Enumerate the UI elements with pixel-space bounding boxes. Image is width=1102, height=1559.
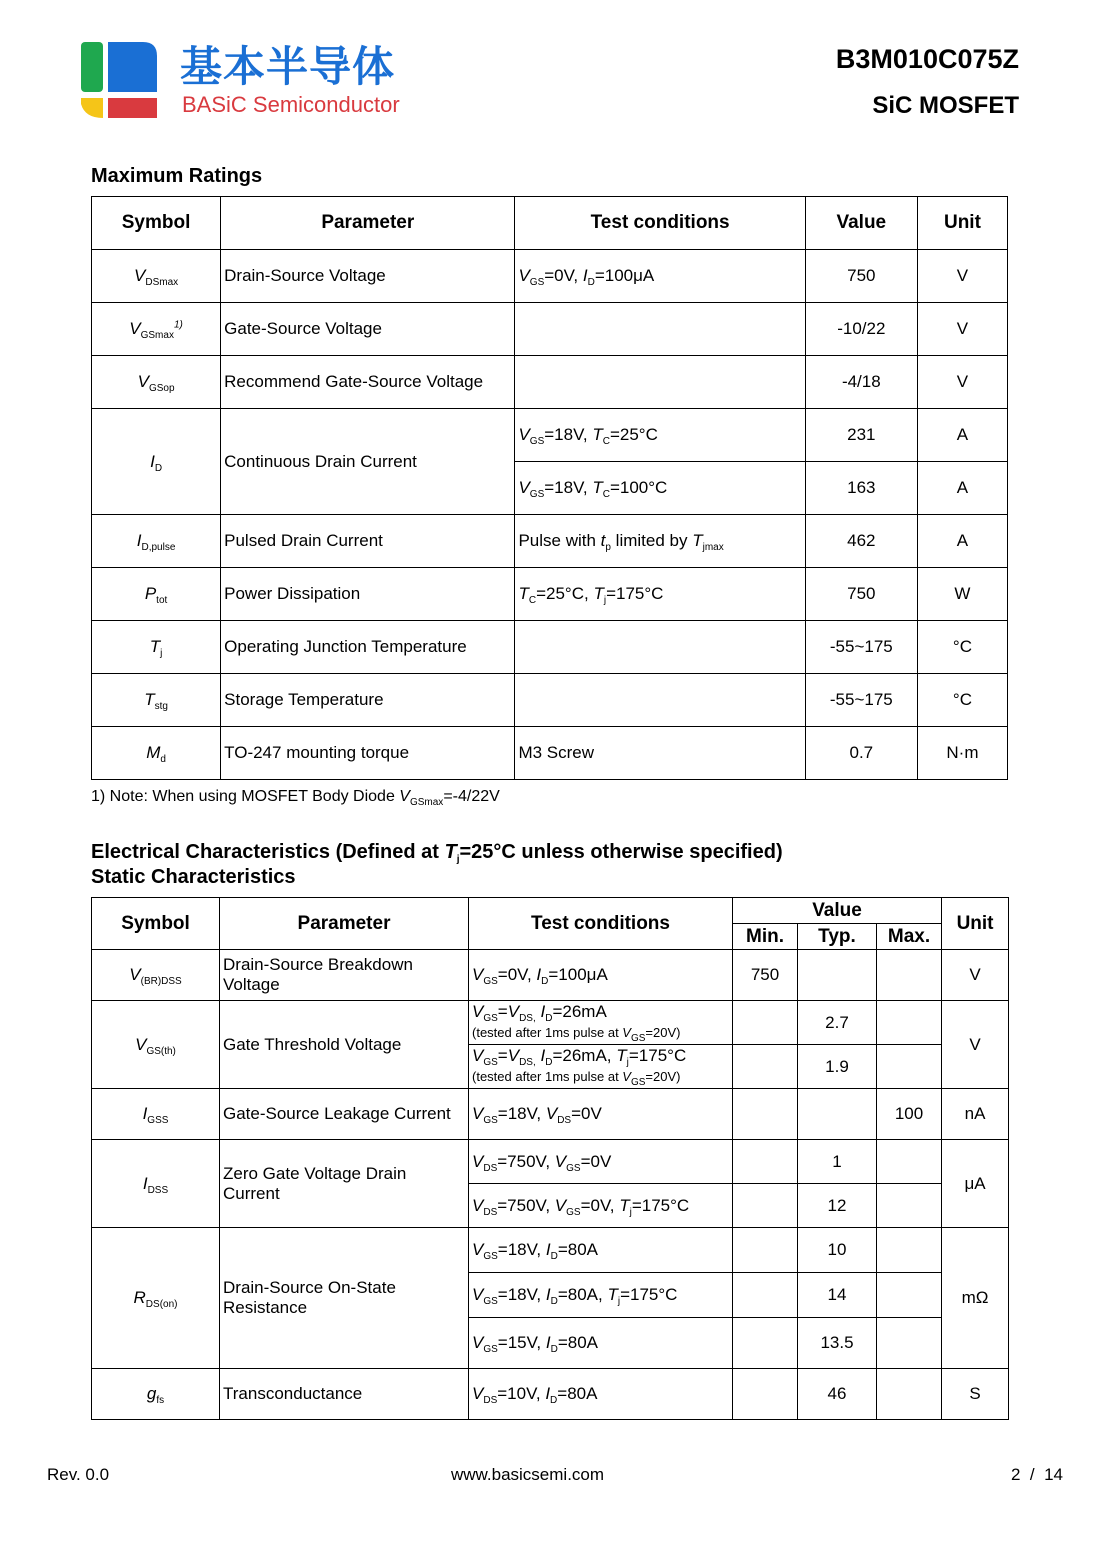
unit-cell: N·m <box>917 727 1007 780</box>
unit-cell: nA <box>942 1089 1009 1140</box>
max-cell <box>877 1369 942 1420</box>
test-cell: Pulse with $t_p$ limited by $T_{jmax}$ <box>515 515 805 568</box>
header-value: Value <box>733 898 942 924</box>
test-cell: $V_{GS}=V_{DS,}$ $I_D=26mA$, $T_j=175^\circ C$ (tested after 1ms pulse at $V_{GS}=20V$) <box>469 1045 733 1089</box>
min-cell <box>733 1184 798 1228</box>
parameter-cell: Continuous Drain Current <box>221 409 515 515</box>
header-unit: Unit <box>942 898 1009 950</box>
unit-cell: V <box>942 950 1009 1001</box>
max-cell <box>877 1184 942 1228</box>
parameter-cell: Drain-Source Voltage <box>221 250 515 303</box>
typ-cell <box>798 950 877 1001</box>
min-cell <box>733 1228 798 1273</box>
test-cell: $V_{GS}=15V$, $I_D=80A$ <box>469 1318 733 1369</box>
symbol-cell: $V_{GSop}$ <box>92 356 221 409</box>
test-cell: $V_{GS}=18V$, $V_{DS}=0V$ <box>469 1089 733 1140</box>
typ-cell: 12 <box>798 1184 877 1228</box>
unit-cell: V <box>917 303 1007 356</box>
parameter-cell: Zero Gate Voltage Drain Current <box>220 1140 469 1228</box>
min-cell <box>733 1089 798 1140</box>
min-cell <box>733 1273 798 1318</box>
max-ratings-table <box>91 196 1008 780</box>
symbol-cell: $I_D$ <box>92 409 221 515</box>
company-name-en: BASiC Semiconductor <box>182 92 400 117</box>
test-cell: M3 Screw <box>515 727 805 780</box>
parameter-cell: Pulsed Drain Current <box>221 515 515 568</box>
max-cell <box>877 1273 942 1318</box>
min-cell: 750 <box>733 950 798 1001</box>
symbol-cell: $V_{GSmax}^{1)}$ <box>92 303 221 356</box>
static-characteristics-table <box>91 897 1009 1420</box>
parameter-cell: Transconductance <box>220 1369 469 1420</box>
test-cell: $V_{DS}=10V$, $I_D=80A$ <box>469 1369 733 1420</box>
parameter-cell: Power Dissipation <box>221 568 515 621</box>
parameter-cell: Gate-Source Leakage Current <box>220 1089 469 1140</box>
table-row <box>92 1228 1009 1273</box>
header-parameter: Parameter <box>220 898 469 950</box>
unit-cell: V <box>942 1001 1009 1089</box>
min-cell <box>733 1001 798 1045</box>
test-cell: $V_{GS}=18V$, $T_C=25^\circ C$ <box>515 409 805 462</box>
company-logo-icon <box>81 42 161 118</box>
test-cell <box>515 303 805 356</box>
test-cell <box>515 674 805 727</box>
symbol-cell: $V_{GS(th)}$ <box>92 1001 220 1089</box>
unit-cell: W <box>917 568 1007 621</box>
test-cell: $V_{GS}=0V$, $I_D=100\mu A$ <box>469 950 733 1001</box>
value-cell: 750 <box>805 250 917 303</box>
table-row <box>92 674 1008 727</box>
table-row <box>92 568 1008 621</box>
header-max: Max. <box>877 924 942 950</box>
table-header-row <box>92 197 1008 250</box>
header-value: Value <box>805 197 917 250</box>
symbol-cell: $P_{tot}$ <box>92 568 221 621</box>
unit-cell: A <box>917 462 1007 515</box>
typ-cell <box>798 1089 877 1140</box>
unit-cell: A <box>917 515 1007 568</box>
max-cell <box>877 950 942 1001</box>
max-cell <box>877 1140 942 1184</box>
value-cell: 0.7 <box>805 727 917 780</box>
website-link[interactable]: www.basicsemi.com <box>451 1465 605 1484</box>
parameter-cell: Recommend Gate-Source Voltage <box>221 356 515 409</box>
typ-cell: 1 <box>798 1140 877 1184</box>
unit-cell: °C <box>917 674 1007 727</box>
electrical-title: Electrical Characteristics (Defined at $T_j=25^\circ C$ unless otherwise specified) <box>91 841 783 865</box>
typ-cell: 10 <box>798 1228 877 1273</box>
value-cell: -4/18 <box>805 356 917 409</box>
typ-cell: 13.5 <box>798 1318 877 1369</box>
unit-cell: mΩ <box>942 1228 1009 1369</box>
parameter-cell: Storage Temperature <box>221 674 515 727</box>
typ-cell: 46 <box>798 1369 877 1420</box>
table-row <box>92 1369 1009 1420</box>
unit-cell: A <box>917 409 1007 462</box>
test-cell <box>515 356 805 409</box>
parameter-cell: TO-247 mounting torque <box>221 727 515 780</box>
unit-cell: V <box>917 356 1007 409</box>
symbol-cell: $T_j$ <box>92 621 221 674</box>
test-cell <box>515 621 805 674</box>
header-parameter: Parameter <box>221 197 515 250</box>
table-row <box>92 250 1008 303</box>
value-cell: -10/22 <box>805 303 917 356</box>
symbol-cell: $I_{GSS}$ <box>92 1089 220 1140</box>
value-cell: -55~175 <box>805 674 917 727</box>
unit-cell: V <box>917 250 1007 303</box>
unit-cell: S <box>942 1369 1009 1420</box>
table-row <box>92 1001 1009 1045</box>
device-type: SiC MOSFET <box>872 92 1019 119</box>
static-characteristics-title: Static Characteristics <box>91 866 296 888</box>
footnote: 1) Note: When using MOSFET Body Diode $V_{GSmax}=-4/22V$ <box>91 788 500 808</box>
test-cell: $V_{GS}=18V$, $I_D=80A$ <box>469 1228 733 1273</box>
test-cell: $V_{GS}=V_{DS,}$ $I_D=26mA$ (tested after 1ms pulse at $V_{GS}=20V$) <box>469 1001 733 1045</box>
header-min: Min. <box>733 924 798 950</box>
symbol-cell: $I_{D,pulse}$ <box>92 515 221 568</box>
typ-cell: 14 <box>798 1273 877 1318</box>
test-cell: $V_{DS}=750V$, $V_{GS}=0V$, $T_j=175^\circ C$ <box>469 1184 733 1228</box>
min-cell <box>733 1369 798 1420</box>
test-cell: $V_{GS}=18V$, $I_D=80A$, $T_j=175^\circ C$ <box>469 1273 733 1318</box>
parameter-cell: Gate-Source Voltage <box>221 303 515 356</box>
max-ratings-title: Maximum Ratings <box>91 165 263 187</box>
test-cell: $T_C=25^\circ C$, $T_j=175^\circ C$ <box>515 568 805 621</box>
value-cell: 462 <box>805 515 917 568</box>
table-row <box>92 727 1008 780</box>
value-cell: -55~175 <box>805 621 917 674</box>
parameter-cell: Operating Junction Temperature <box>221 621 515 674</box>
table-row <box>92 621 1008 674</box>
page-number: 2 / 14 <box>1011 1465 1063 1484</box>
symbol-cell: $g_{fs}$ <box>92 1369 220 1420</box>
unit-cell: °C <box>917 621 1007 674</box>
value-cell: 750 <box>805 568 917 621</box>
value-cell: 163 <box>805 462 917 515</box>
typ-cell: 2.7 <box>798 1001 877 1045</box>
parameter-cell: Drain-Source On-State Resistance <box>220 1228 469 1369</box>
header-typ: Typ. <box>798 924 877 950</box>
company-name-cn: 基本半导体 <box>180 42 396 91</box>
symbol-cell: $V_{(BR)DSS}$ <box>92 950 220 1001</box>
symbol-cell: $I_{DSS}$ <box>92 1140 220 1228</box>
table-row <box>92 303 1008 356</box>
test-cell: $V_{GS}=18V$, $T_C=100^\circ C$ <box>515 462 805 515</box>
table-row <box>92 950 1009 1001</box>
header-symbol: Symbol <box>92 197 221 250</box>
test-cell: $V_{GS}=0V$, $I_D=100\mu A$ <box>515 250 805 303</box>
min-cell <box>733 1318 798 1369</box>
revision-label: Rev. 0.0 <box>47 1465 110 1484</box>
max-cell <box>877 1228 942 1273</box>
min-cell <box>733 1140 798 1184</box>
parameter-cell: Drain-Source Breakdown Voltage <box>220 950 469 1001</box>
typ-cell: 1.9 <box>798 1045 877 1089</box>
header-symbol: Symbol <box>92 898 220 950</box>
unit-cell: μA <box>942 1140 1009 1228</box>
min-cell <box>733 1045 798 1089</box>
value-cell: 231 <box>805 409 917 462</box>
max-cell <box>877 1318 942 1369</box>
table-row <box>92 1089 1009 1140</box>
test-cell: $V_{DS}=750V$, $V_{GS}=0V$ <box>469 1140 733 1184</box>
symbol-cell: $T_{stg}$ <box>92 674 221 727</box>
table-row <box>92 356 1008 409</box>
header-test-conditions: Test conditions <box>469 898 733 950</box>
table-row <box>92 515 1008 568</box>
table-row <box>92 409 1008 462</box>
symbol-cell: $R_{DS(on)}$ <box>92 1228 220 1369</box>
symbol-cell: $M_d$ <box>92 727 221 780</box>
max-cell: 100 <box>877 1089 942 1140</box>
part-number: B3M010C075Z <box>835 44 1019 74</box>
header-unit: Unit <box>917 197 1007 250</box>
max-cell <box>877 1045 942 1089</box>
max-cell <box>877 1001 942 1045</box>
table-row <box>92 1140 1009 1184</box>
header-test-conditions: Test conditions <box>515 197 805 250</box>
symbol-cell: $V_{DSmax}$ <box>92 250 221 303</box>
table-header-row <box>92 898 1009 924</box>
parameter-cell: Gate Threshold Voltage <box>220 1001 469 1089</box>
